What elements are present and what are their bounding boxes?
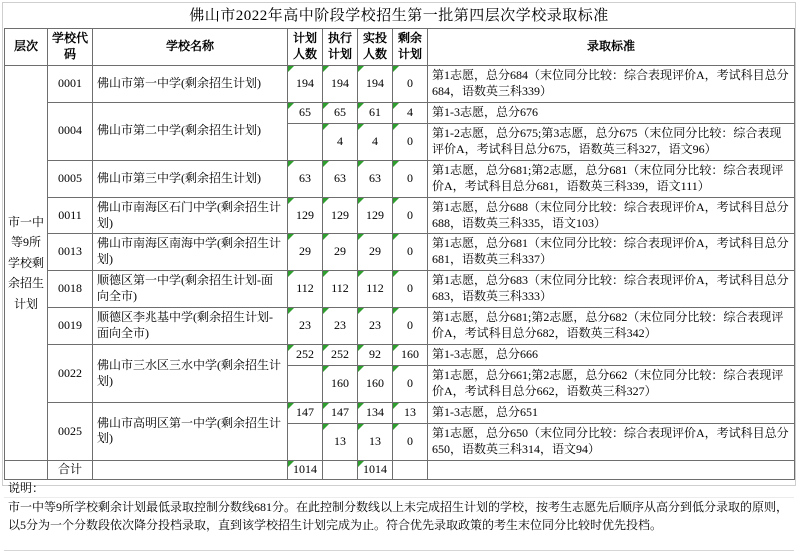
table-row xyxy=(5,65,795,102)
criteria-cell: 第1-2志愿，总分675;第3志愿，总分675（末位同分比较：综合表现评价A，考试科目总分675，语数英三科327，语文96） xyxy=(428,123,795,160)
header-actual: 实投人数 xyxy=(358,29,393,66)
remaining-cell: 0 xyxy=(393,271,428,308)
school-name-cell: 顺德区第一中学(剩余招生计划-面向全市) xyxy=(93,271,288,308)
total-criteria-cell xyxy=(428,460,795,479)
school-code-cell: 0022 xyxy=(48,345,93,403)
sheet-page xyxy=(2,2,796,532)
criteria-cell: 第1志愿，总分681;第2志愿，总分681（末位同分比较：综合表现评价A，考试科目总分681，语数英三科339，语文111） xyxy=(428,160,795,197)
executed-cell: 63 xyxy=(323,160,358,197)
executed-cell: 23 xyxy=(323,308,358,345)
actual-cell: 23 xyxy=(358,308,393,345)
header-level: 层次 xyxy=(5,29,48,66)
criteria-cell: 第1-3志愿，总分676 xyxy=(428,102,795,123)
table-row xyxy=(5,308,795,345)
remaining-cell: 0 xyxy=(393,123,428,160)
school-code-cell: 0019 xyxy=(48,308,93,345)
actual-cell: 112 xyxy=(358,271,393,308)
school-name-cell: 佛山市三水区三水中学(剩余招生计划) xyxy=(93,345,288,403)
actual-cell: 63 xyxy=(358,160,393,197)
school-code-cell: 0025 xyxy=(48,403,93,461)
table-row xyxy=(5,271,795,308)
remaining-cell: 13 xyxy=(393,403,428,424)
executed-cell: 252 xyxy=(323,345,358,366)
executed-cell: 194 xyxy=(323,65,358,102)
criteria-cell: 第1-3志愿，总分651 xyxy=(428,403,795,424)
criteria-cell: 第1志愿，总分661;第2志愿，总分662（末位同分比较：综合表现评价A，考试科目总分662，语数英三科327） xyxy=(428,366,795,403)
remaining-cell: 160 xyxy=(393,345,428,366)
total-level-cell xyxy=(5,460,48,479)
table-body xyxy=(5,65,795,479)
actual-cell: 61 xyxy=(358,102,393,123)
planned-cell: 194 xyxy=(288,65,323,102)
total-planned-cell: 1014 xyxy=(288,460,323,479)
school-name-cell: 佛山市第一中学(剩余招生计划) xyxy=(93,65,288,102)
school-code-cell: 0004 xyxy=(48,102,93,160)
school-code-cell: 0018 xyxy=(48,271,93,308)
total-executed-cell xyxy=(323,460,358,479)
remaining-cell: 0 xyxy=(393,197,428,234)
header-planned: 计划人数 xyxy=(288,29,323,66)
school-name-cell: 佛山市第三中学(剩余招生计划) xyxy=(93,160,288,197)
page-title: 佛山市2022年高中阶段学校招生第一批第四层次学校录取标准 xyxy=(189,8,609,24)
school-name-cell: 佛山市高明区第一中学(剩余招生计划) xyxy=(93,403,288,461)
executed-cell: 112 xyxy=(323,271,358,308)
executed-cell: 147 xyxy=(323,403,358,424)
criteria-cell: 第1-3志愿，总分666 xyxy=(428,345,795,366)
notes-text: 市一中等9所学校剩余计划最低录取控制分数线681分。在此控制分数线以上未完成招生计划的学校，按考生志愿先后顺序从高分到低分录取的原则，以5分为一个分数段依次降分投档录取，直到该学校招生计划完成为止。符合优先录取政策的考生末位同分比较时优先投档。 xyxy=(4,498,794,551)
header-row xyxy=(5,29,795,66)
notes-label: 说明： xyxy=(4,480,794,499)
planned-cell: 29 xyxy=(288,234,323,271)
executed-cell: 29 xyxy=(323,234,358,271)
actual-cell: 29 xyxy=(358,234,393,271)
actual-cell: 4 xyxy=(358,123,393,160)
total-name-cell xyxy=(93,460,288,479)
table-row xyxy=(5,345,795,366)
table-header xyxy=(5,29,795,66)
executed-cell: 13 xyxy=(323,424,358,461)
remaining-cell: 0 xyxy=(393,160,428,197)
level-group-cell: 市一中等9所学校剩余招生计划 xyxy=(5,65,48,460)
executed-cell: 65 xyxy=(323,102,358,123)
header-code: 学校代码 xyxy=(48,29,93,66)
table-row xyxy=(5,197,795,234)
criteria-cell: 第1志愿，总分684（末位同分比较：综合表现评价A，考试科目总分684，语数英三科339） xyxy=(428,65,795,102)
criteria-cell: 第1志愿，总分681;第2志愿，总分682（末位同分比较：综合表现评价A，考试科目总分682，语数英三科342） xyxy=(428,308,795,345)
school-name-cell: 顺德区李兆基中学(剩余招生计划-面向全市) xyxy=(93,308,288,345)
planned-cell xyxy=(288,424,323,461)
planned-cell: 63 xyxy=(288,160,323,197)
school-code-cell: 0001 xyxy=(48,65,93,102)
table-row xyxy=(5,234,795,271)
criteria-cell: 第1志愿，总分683（末位同分比较：综合表现评价A，考试科目总分683，语数英三科333） xyxy=(428,271,795,308)
remaining-cell: 0 xyxy=(393,424,428,461)
school-name-cell: 佛山市第二中学(剩余招生计划) xyxy=(93,102,288,160)
table-row xyxy=(5,403,795,424)
criteria-cell: 第1志愿，总分650（末位同分比较：综合表现评价A，考试科目总分650，语数英三科314，语文94） xyxy=(428,424,795,461)
school-name-cell: 佛山市南海区南海中学(剩余招生计划) xyxy=(93,234,288,271)
remaining-cell: 0 xyxy=(393,234,428,271)
remaining-cell: 0 xyxy=(393,308,428,345)
executed-cell: 129 xyxy=(323,197,358,234)
criteria-cell: 第1志愿，总分681（末位同分比较：综合表现评价A，考试科目总分681，语数英三科337） xyxy=(428,234,795,271)
school-code-cell: 0013 xyxy=(48,234,93,271)
planned-cell xyxy=(288,366,323,403)
school-code-cell: 0005 xyxy=(48,160,93,197)
admission-table xyxy=(4,28,795,480)
school-code-cell: 0011 xyxy=(48,197,93,234)
table-row xyxy=(5,160,795,197)
total-row xyxy=(5,460,795,479)
actual-cell: 129 xyxy=(358,197,393,234)
remaining-cell: 0 xyxy=(393,65,428,102)
actual-cell: 160 xyxy=(358,366,393,403)
actual-cell: 92 xyxy=(358,345,393,366)
notes-section xyxy=(4,480,794,551)
header-remaining: 剩余计划 xyxy=(393,29,428,66)
executed-cell: 4 xyxy=(323,123,358,160)
remaining-cell: 4 xyxy=(393,102,428,123)
total-actual-cell: 1014 xyxy=(358,460,393,479)
total-remaining-cell xyxy=(393,460,428,479)
actual-cell: 13 xyxy=(358,424,393,461)
planned-cell xyxy=(288,123,323,160)
planned-cell: 112 xyxy=(288,271,323,308)
criteria-cell: 第1志愿，总分688（末位同分比较：综合表现评价A，考试科目总分688，语数英三科335，语文103） xyxy=(428,197,795,234)
executed-cell: 160 xyxy=(323,366,358,403)
planned-cell: 252 xyxy=(288,345,323,366)
table-row xyxy=(5,102,795,123)
remaining-cell: 0 xyxy=(393,366,428,403)
school-name-cell: 佛山市南海区石门中学(剩余招生计划) xyxy=(93,197,288,234)
planned-cell: 65 xyxy=(288,102,323,123)
planned-cell: 129 xyxy=(288,197,323,234)
header-name: 学校名称 xyxy=(93,29,288,66)
actual-cell: 134 xyxy=(358,403,393,424)
header-executed: 执行计划 xyxy=(323,29,358,66)
planned-cell: 147 xyxy=(288,403,323,424)
total-label-cell: 合计 xyxy=(48,460,93,479)
header-criteria: 录取标准 xyxy=(428,29,795,66)
planned-cell: 23 xyxy=(288,308,323,345)
actual-cell: 194 xyxy=(358,65,393,102)
